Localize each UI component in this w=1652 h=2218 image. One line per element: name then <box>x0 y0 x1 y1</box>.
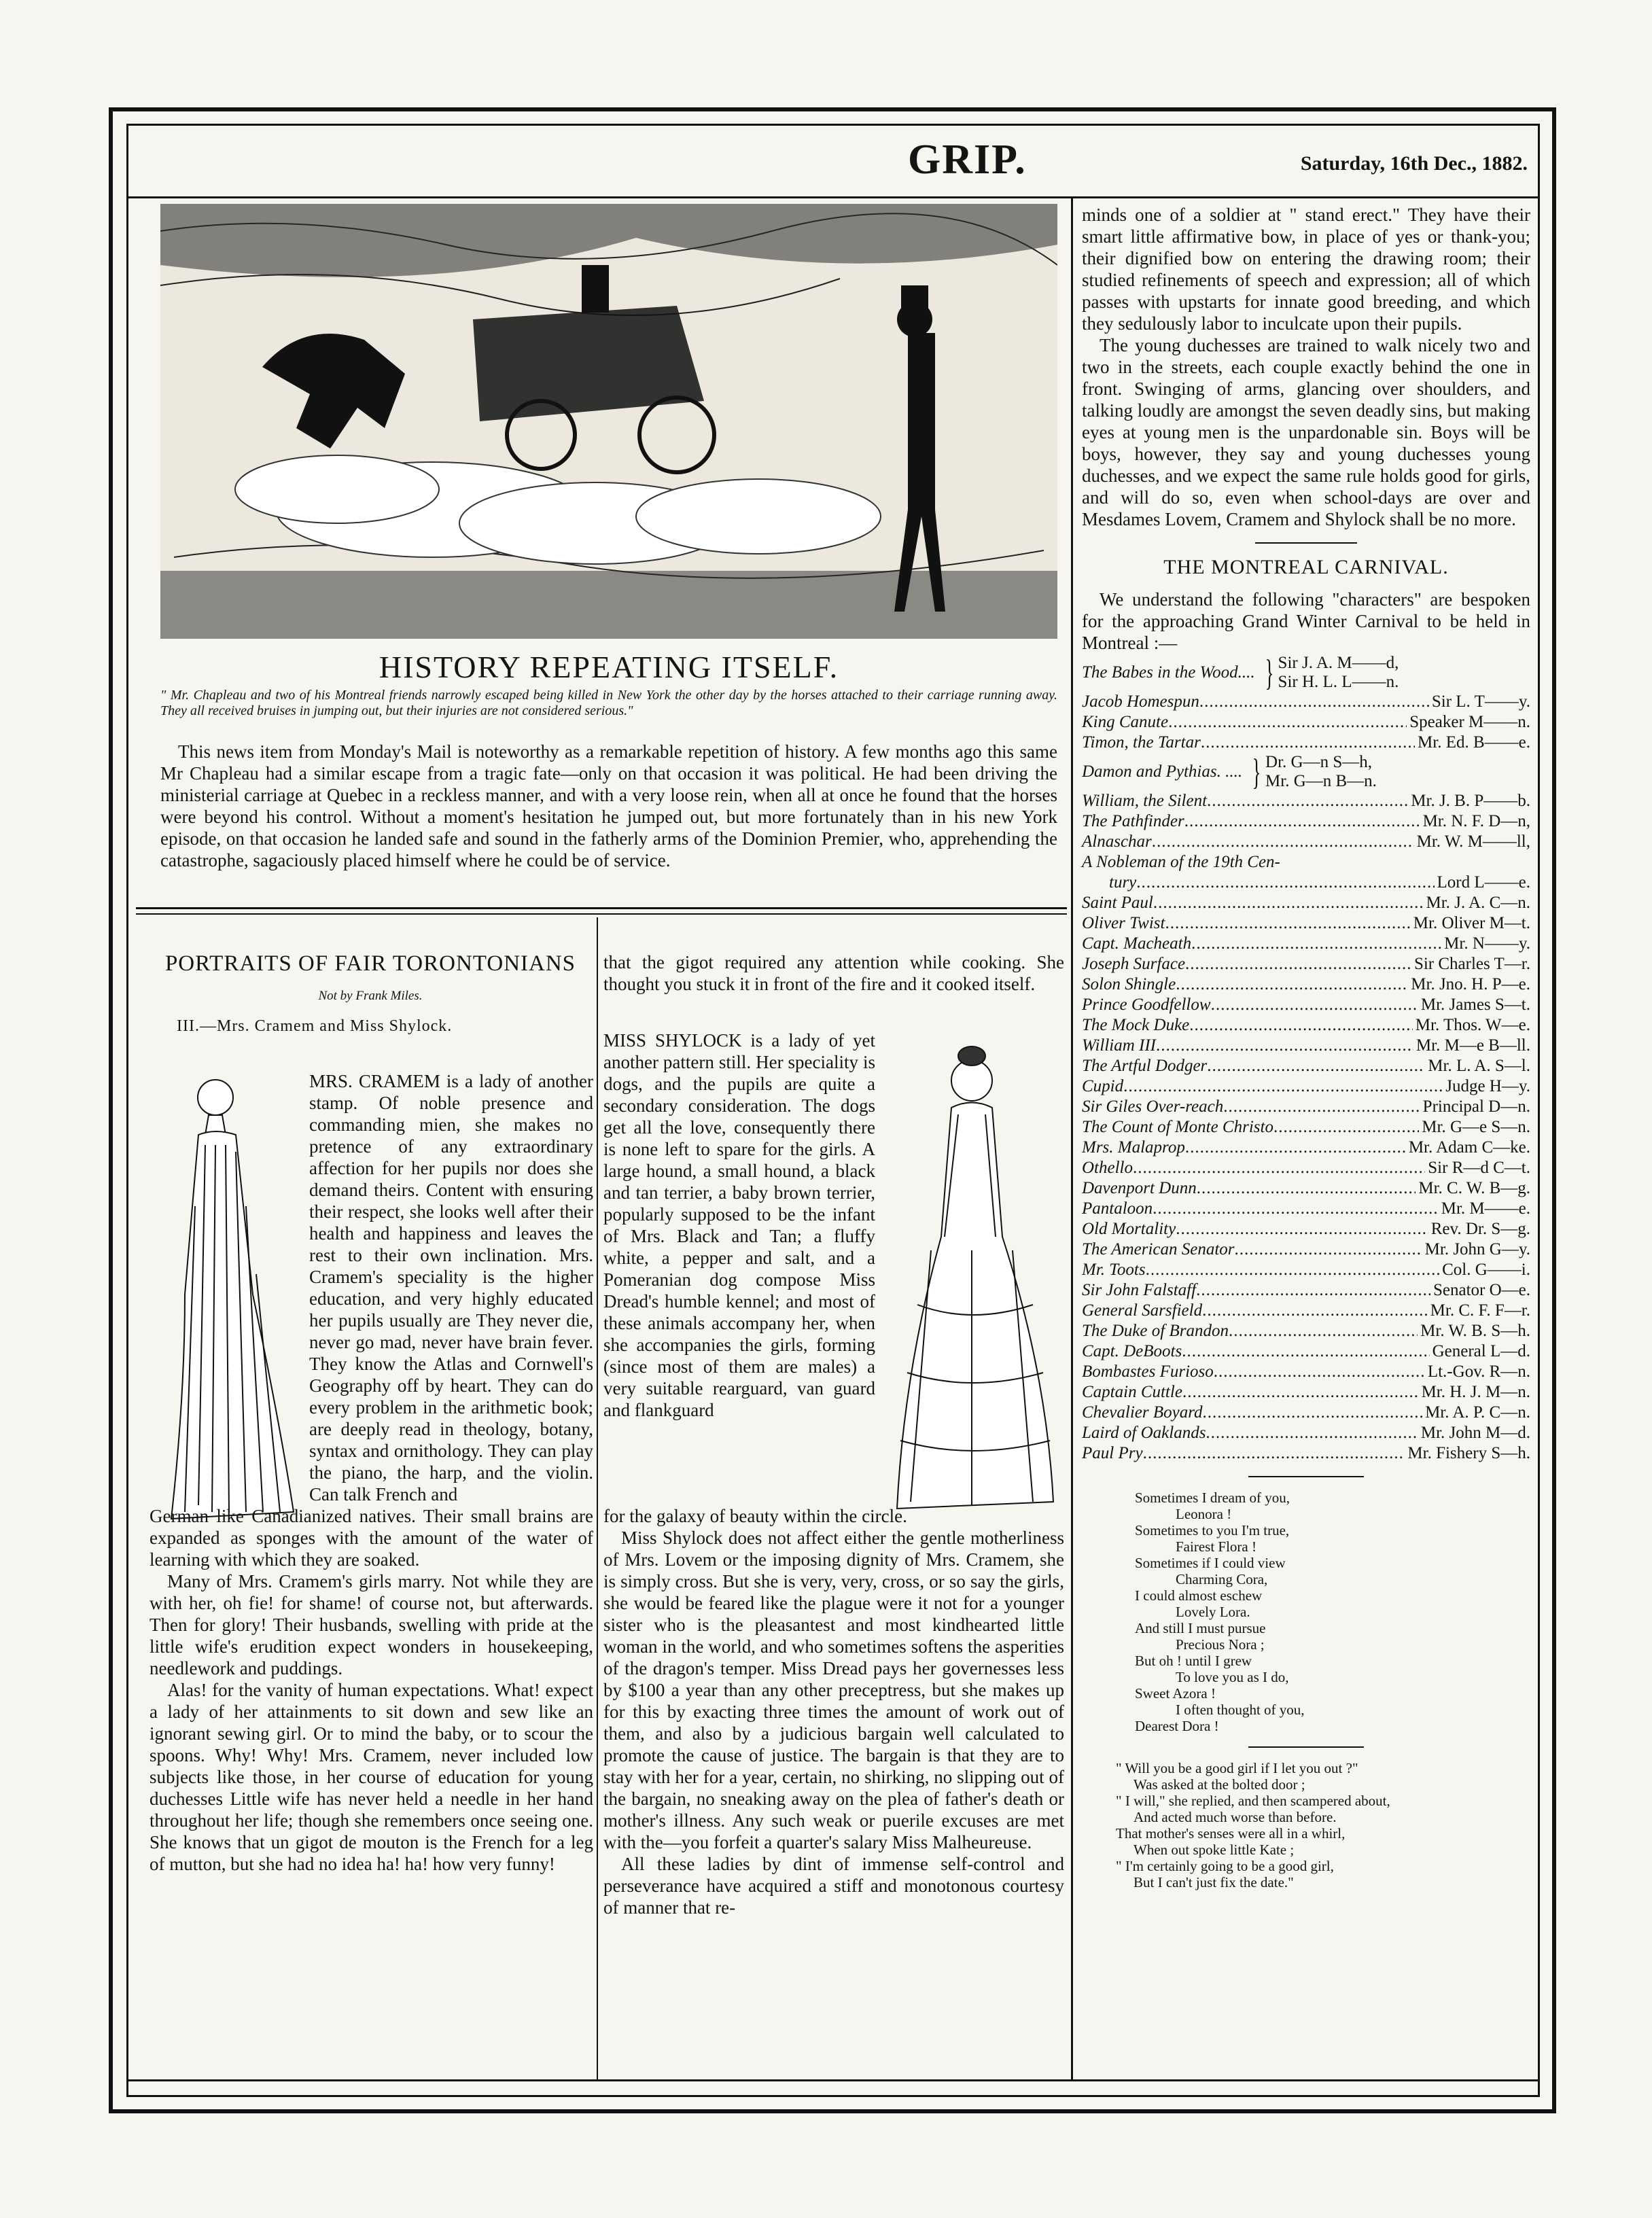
list-item <box>1082 1321 1530 1341</box>
actor-name: Mr. Thos. W—e. <box>1415 1016 1530 1034</box>
poem-line: When out spoke little Kate ; <box>1133 1842 1295 1858</box>
actor-name: Mr. J. A. C—n. <box>1426 894 1530 912</box>
role-name: Davenport Dunn <box>1082 1179 1197 1197</box>
actor-name: Senator O—e. <box>1433 1281 1530 1299</box>
leader-dots <box>1185 954 1411 974</box>
list-item <box>1082 934 1530 954</box>
cramem-paragraph: German like Canadianized natives. Their small brains are expanded as sponges with the amount of the water of learning with which they are soaked. <box>150 1506 593 1570</box>
actor-name: Mr. C. F. F—r. <box>1430 1301 1530 1320</box>
leader-dots <box>1202 1301 1428 1321</box>
illustration-quote: " Mr. Chapleau and two of his Montreal friends narrowly escaped being killed in New York the other day by the horses attached to their carriage running away. They all received bruises in jumping out, but their injuries are not considered serious." <box>160 688 1057 718</box>
brace: } <box>1265 652 1274 693</box>
role-name: Capt. Macheath <box>1082 934 1192 953</box>
list-item <box>1082 1301 1530 1321</box>
list-item <box>1082 1280 1530 1301</box>
actor-name: Mr. Fishery S—h. <box>1407 1444 1530 1462</box>
actor-name: Sir H. L. L——n. <box>1278 673 1399 691</box>
role-name: Oliver Twist <box>1082 914 1165 932</box>
role-name: Captain Cuttle <box>1082 1383 1182 1401</box>
list-item <box>1082 1158 1530 1178</box>
footer-rule <box>126 2079 1540 2081</box>
actor-name: Judge H—y. <box>1445 1077 1530 1095</box>
cramem-intro-block <box>309 1070 593 1505</box>
poem-line: " I'm certainly going to be a good girl, <box>1116 1858 1334 1874</box>
role-name: Chevalier Boyard <box>1082 1403 1203 1422</box>
role-name: William III <box>1082 1036 1157 1055</box>
brace: } <box>1252 752 1261 792</box>
column-rule-middle <box>597 917 598 2081</box>
cramem-intro: MRS. CRAMEM is a lady of another stamp. Of noble presence and commanding mien, she makes no pretence of any extraordinary affection for her pupils nor does she demand theirs. Content with ensuring their respect, she looks well after their health and happiness and leaves the rest to their own inclination. Mrs. Cramem's speciality is the higher education, and very highly educated her pupils usually are They never die, never go mad, never have brain fever. They know the Atlas and Cornwell's Geography off by heart. They can do every problem in the arithmetic book; are deeply read in theology, botany, syntax and ornithology. They can play the piano, the harp, and the violin. Can talk French and <box>309 1071 593 1504</box>
role-name: The Artful Dodger <box>1082 1057 1208 1075</box>
actor-name: Mr. L. A. S—l. <box>1428 1057 1530 1075</box>
actor-names <box>1278 654 1399 692</box>
role-name: William, the Silent <box>1082 792 1208 810</box>
list-item <box>1082 1382 1530 1403</box>
column-rule-right <box>1071 198 1073 2081</box>
portraits-header <box>150 951 591 1041</box>
actor-name: Sir Charles T—r. <box>1413 955 1530 973</box>
leader-dots <box>1133 1158 1425 1178</box>
role-name: Solon Shingle <box>1082 975 1176 993</box>
role-name: Sir John Falstaff <box>1082 1281 1197 1299</box>
actor-name: Mr. G—n B—n. <box>1265 772 1377 790</box>
leader-dots <box>1153 1199 1439 1219</box>
actor-name: Sir R—d C—t. <box>1428 1159 1530 1177</box>
poem-line: But oh ! until I grew <box>1135 1653 1252 1669</box>
list-item <box>1082 1260 1530 1280</box>
leader-dots <box>1223 1097 1420 1117</box>
list-group-b <box>1082 791 1530 852</box>
actor-name: Mr. A. P. C—n. <box>1425 1403 1530 1422</box>
actor-name: Col. G——i. <box>1442 1261 1530 1279</box>
role-name: Damon and Pythias. .... <box>1082 762 1243 781</box>
leader-dots <box>1273 1117 1419 1138</box>
list-item-nobleman <box>1082 873 1530 893</box>
leader-dots <box>1143 1443 1405 1464</box>
role-name: Pantaloon <box>1082 1199 1153 1218</box>
list-item <box>1082 1138 1530 1158</box>
role-name: Saint Paul <box>1082 894 1153 912</box>
leader-dots <box>1201 733 1415 753</box>
role-name: Mrs. Malaprop <box>1082 1138 1185 1157</box>
list-group-c <box>1082 893 1530 1464</box>
list-group-a <box>1082 692 1530 753</box>
news-paragraph <box>160 741 1057 871</box>
divider <box>1248 1476 1364 1477</box>
poem-line: Sometimes I dream of you, <box>1135 1490 1290 1506</box>
poem-line: Sometimes if I could view <box>1135 1555 1286 1571</box>
cramem-paragraph: Many of Mrs. Cramem's girls marry. Not while they are with her, oh fie! for shame! of course not, but afterwards. Then for glory! Their husbands, swelling with pride at the little wife's erudition expect wonders in housekeeping, needlework and puddings. <box>150 1571 593 1678</box>
leader-dots <box>1196 1280 1430 1301</box>
poem-line: And acted much worse than before. <box>1133 1809 1337 1825</box>
leader-dots <box>1176 974 1408 995</box>
poem-kate <box>1082 1760 1530 1890</box>
continuation-text <box>1082 204 1530 530</box>
actor-name: Mr. N. F. D—n, <box>1422 812 1530 830</box>
list-item <box>1082 1443 1530 1464</box>
actor-name: Mr. C. W. B—g. <box>1418 1179 1530 1197</box>
actor-name: Mr. Adam C—ke. <box>1408 1138 1530 1157</box>
list-item <box>1082 1015 1530 1036</box>
poem-line: Lovely Lora. <box>1176 1604 1250 1620</box>
leader-dots <box>1182 1341 1429 1362</box>
middle-column-top <box>603 951 1064 995</box>
masthead-date: Saturday, 16th Dec., 1882. <box>1300 152 1528 175</box>
leader-dots <box>1189 1015 1413 1036</box>
list-item <box>1082 1219 1530 1239</box>
carnival-character-list <box>1082 654 1530 1464</box>
news-text: This news item from Monday's Mail is noteworthy as a remarkable repetition of history. A few months ago this same Mr Chapleau had a similar escape from a tragic fate—only on that occasion it was political. He had been driving the ministerial carriage at Quebec in a reckless manner, and with a very loose rein, when all at once he found that the horses were beyond his control. Without a moment's hesitation he jumped out, but more fortunately than in his new York episode, on that occasion he landed safe and sound in the fatherly arms of the Dominion Premier, who, apprehending the catastrophe, sagaciously placed himself where he could be of service. <box>160 741 1057 870</box>
leader-dots <box>1235 1239 1422 1260</box>
leader-dots <box>1146 1260 1440 1280</box>
role-name: Mr. Toots <box>1082 1261 1146 1279</box>
poem-line: Was asked at the bolted door ; <box>1133 1776 1305 1793</box>
list-item-nobleman-line1 <box>1082 852 1530 873</box>
poem-line: That mother's senses were all in a whirl, <box>1116 1825 1346 1842</box>
carnival-title: THE MONTREAL CARNIVAL. <box>1163 556 1449 578</box>
actor-name: Sir L. T——y. <box>1431 692 1530 711</box>
leader-dots <box>1165 913 1410 934</box>
role-name: Capt. DeBoots <box>1082 1342 1182 1360</box>
mrs-cramem-illustration <box>151 1070 307 1539</box>
poem-line: And still I must pursue <box>1135 1620 1266 1636</box>
actor-name: Mr. Ed. B——e. <box>1418 733 1530 752</box>
role-name: tury <box>1109 873 1137 892</box>
role-name: Cupid <box>1082 1077 1124 1095</box>
list-item <box>1082 832 1530 852</box>
leader-dots <box>1136 873 1434 893</box>
leader-dots <box>1185 1138 1406 1158</box>
section-rule <box>136 907 1067 915</box>
poem-line: Sweet Azora ! <box>1135 1685 1216 1702</box>
role-name: Alnaschar <box>1082 832 1152 851</box>
poem-line: I often thought of you, <box>1176 1702 1305 1718</box>
shylock-paragraph: All these ladies by dint of immense self-control and perseverance have acquired a stiff and monotonous courtesy of manner that re- <box>603 1854 1064 1918</box>
role-name: Sir Giles Over-reach <box>1082 1097 1224 1116</box>
actor-name: Mr. W. M——ll, <box>1416 832 1530 851</box>
cramem-continued-block <box>150 1505 593 1875</box>
leader-dots <box>1176 1219 1428 1239</box>
role-name: King Canute <box>1082 713 1169 731</box>
list-item <box>1082 811 1530 832</box>
leader-dots <box>1168 712 1407 733</box>
role-name: The Count of Monte Christo <box>1082 1118 1273 1136</box>
list-item <box>1082 974 1530 995</box>
list-item <box>1082 1036 1530 1056</box>
actor-name: Mr. G—e S—n. <box>1422 1118 1530 1136</box>
actor-name: Mr. N——y. <box>1444 934 1530 953</box>
actor-name: Rev. Dr. S—g. <box>1430 1220 1530 1238</box>
list-item <box>1082 1341 1530 1362</box>
role-name: The Mock Duke <box>1082 1016 1190 1034</box>
carnival-intro-block <box>1082 588 1530 654</box>
shylock-intro: MISS SHYLOCK is a lady of yet another pattern still. Her speciality is dogs, and the pupils are quite a secondary consideration. The dogs get all the love, consequently there is none left to spare for the girls. A large hound, a small hound, a black and tan terrier, a baby brown terrier, popularly supposed to be the infant of Mrs. Black and Tan; a fluffy white, a pepper and salt, and a Pomeranian dog compose Miss Dread's humble kennel; and most of these animals accompany her, when she accompanies the girls, forming (since most of them are males) a very suitable rearguard, van guard and flankguard <box>603 1030 875 1420</box>
poem-line: Precious Nora ; <box>1176 1636 1265 1653</box>
role-name: Old Mortality <box>1082 1220 1176 1238</box>
role-name: Joseph Surface <box>1082 955 1186 973</box>
list-item <box>1082 995 1530 1015</box>
list-item <box>1082 913 1530 934</box>
leader-dots <box>1206 1423 1418 1443</box>
role-name: Othello <box>1082 1159 1133 1177</box>
list-item <box>1082 1056 1530 1076</box>
portraits-subtitle: III.—Mrs. Cramem and Miss Shylock. <box>177 1017 453 1035</box>
leader-dots <box>1207 1056 1425 1076</box>
portraits-title: PORTRAITS OF FAIR TORONTONIANS <box>164 951 576 976</box>
list-item <box>1082 1097 1530 1117</box>
masthead-title: GRIP. <box>908 137 1027 183</box>
actor-name: Mr. M—e B—ll. <box>1416 1036 1530 1055</box>
poem-line: Charming Cora, <box>1176 1571 1268 1587</box>
gigot-paragraph: that the gigot required any attention while cooking. She thought you stuck it in front of the fire and it cooked itself. <box>603 952 1064 994</box>
list-item <box>1082 1199 1530 1219</box>
poem-line: Sometimes to you I'm true, <box>1135 1522 1290 1538</box>
list-item <box>1082 893 1530 913</box>
role-name: The Babes in the Wood.... <box>1082 663 1255 682</box>
actor-name: Mr. John G—y. <box>1424 1240 1530 1258</box>
leader-dots <box>1211 995 1418 1015</box>
shylock-intro-block <box>603 1029 875 1421</box>
actor-name: Mr. Jno. H. P—e. <box>1411 975 1530 993</box>
illustration-title: HISTORY REPEATING ITSELF. <box>379 650 839 684</box>
leader-dots <box>1123 1076 1443 1097</box>
leader-dots <box>1153 893 1424 913</box>
list-item <box>1082 1117 1530 1138</box>
list-item <box>1082 692 1530 712</box>
continuation-paragraph: The young duchesses are trained to walk nicely two and two in the streets, each couple exactly behind the one in front. Swinging of arms, glancing over shoulders, and talking loudly are amongst the seven deadly sins, but making eyes at young men is the unpardonable sin. Boys will be boys, however, they say and young duchesses young duchesses, and we expect the same rule holds good for girls, and will do so, even when school-days are over and Mesdames Lovem, Cramem and Shylock shall be no more. <box>1082 335 1530 529</box>
cartoon-illustration <box>160 204 1057 639</box>
divider <box>1248 1746 1364 1748</box>
actor-name: Lt.-Gov. R—n. <box>1427 1362 1530 1381</box>
poem-line: Fairest Flora ! <box>1176 1538 1256 1555</box>
poem-line: But I can't just fix the date." <box>1133 1874 1294 1890</box>
masthead <box>126 124 1540 198</box>
leader-dots <box>1214 1362 1425 1382</box>
actor-name: Mr. James S—t. <box>1420 996 1530 1014</box>
list-item <box>1082 1403 1530 1423</box>
divider <box>1255 542 1357 544</box>
poem-line: " I will," she replied, and then scampered about, <box>1116 1793 1390 1809</box>
leader-dots <box>1197 1178 1416 1199</box>
list-item <box>1082 1076 1530 1097</box>
poem-line: Dearest Dora ! <box>1135 1718 1219 1734</box>
leader-dots <box>1207 791 1408 811</box>
list-item <box>1082 733 1530 753</box>
list-item <box>1082 712 1530 733</box>
poem-line: I could almost eschew <box>1135 1587 1263 1604</box>
actor-name: Dr. G—n S—h, <box>1265 753 1372 771</box>
shylock-paragraph: for the galaxy of beauty within the circle. <box>603 1506 907 1526</box>
list-item <box>1082 1423 1530 1443</box>
actor-name: Mr. J. B. P——b. <box>1411 792 1530 810</box>
list-item <box>1082 954 1530 974</box>
actor-name: Mr. M——e. <box>1441 1199 1530 1218</box>
role-name: General Sarsfield <box>1082 1301 1203 1320</box>
list-item-babes <box>1082 654 1530 692</box>
right-column <box>1082 204 1530 1890</box>
leader-dots <box>1152 832 1414 852</box>
leader-dots <box>1191 934 1441 954</box>
list-item <box>1082 1362 1530 1382</box>
leader-dots <box>1229 1321 1418 1341</box>
list-item-damon <box>1082 753 1530 791</box>
role-name: A Nobleman of the 19th Cen- <box>1082 853 1280 871</box>
portraits-byline: Not by Frank Miles. <box>318 989 423 1003</box>
role-name: Laird of Oaklands <box>1082 1424 1206 1442</box>
carnival-intro: We understand the following "characters" are bespoken for the approaching Grand Winter Carnival to be held in Montreal :— <box>1082 589 1530 653</box>
role-name: The Pathfinder <box>1082 812 1184 830</box>
role-name: Paul Pry <box>1082 1444 1143 1462</box>
shylock-continued-block <box>603 1505 1064 1918</box>
leader-dots <box>1203 1403 1423 1423</box>
role-name: The American Senator <box>1082 1240 1235 1258</box>
miss-shylock-illustration <box>877 1033 1067 1529</box>
poem-line: To love you as I do, <box>1176 1669 1289 1685</box>
actor-name: Speaker M——n. <box>1409 713 1530 731</box>
list-item <box>1082 1178 1530 1199</box>
poem-line: " Will you be a good girl if I let you out ?" <box>1116 1760 1358 1776</box>
leader-dots <box>1182 1382 1419 1403</box>
actor-name: Mr. John M—d. <box>1420 1424 1530 1442</box>
actor-name: Sir J. A. M——d, <box>1278 654 1399 672</box>
actor-name: Mr. Oliver M—t. <box>1413 914 1530 932</box>
role-name: Bombastes Furioso <box>1082 1362 1214 1381</box>
poem-line: Leonora ! <box>1176 1506 1232 1522</box>
actor-name: Principal D—n. <box>1422 1097 1530 1116</box>
leader-dots <box>1156 1036 1413 1056</box>
actor-name: General L—d. <box>1432 1342 1530 1360</box>
leader-dots <box>1184 811 1420 832</box>
actor-name: Mr. W. B. S—h. <box>1420 1322 1530 1340</box>
continuation-paragraph: minds one of a soldier at " stand erect." They have their smart little affirmative bow, in place of yes or thank-you; their dignified bow on entering the drawing room; their studied refinements of speech and expression; all of which passes with upstarts for innate good breeding, and which they sedulously labor to inculcate upon their pupils. <box>1082 205 1530 334</box>
role-name: Timon, the Tartar <box>1082 733 1201 752</box>
actor-name: Mr. H. J. M—n. <box>1421 1383 1530 1401</box>
actor-name: Lord L——e. <box>1437 873 1530 892</box>
shylock-paragraph: Miss Shylock does not affect either the gentle motherliness of Mrs. Lovem or the imposing dignity of Mrs. Cramem, she is simply cross. But she is very, very, cross, or so say the girls, she would be feared like the plague were it not for a younger sister who is the pleasantest and most kindhearted little woman in the world, and who sometimes softens the asperities of the dragon's temper. Miss Dread pays her governesses less by $100 a year than any other preceptress, but she makes up for this by exacting three times the amount of work out of them, and also by a judicious bargain well calculated to promote the cause of justice. The bargain is that they are to stay with her for a year, certain, no shirking, no slipping out of the bargain, no sneaking away on the plea of father's death or mother's illness. Any such weak or puerile excuses are met with the—you forfeit a quarter's salary Miss Malheureuse. <box>603 1528 1064 1852</box>
role-name: Prince Goodfellow <box>1082 996 1211 1014</box>
actor-names <box>1265 753 1377 791</box>
cramem-paragraph: Alas! for the vanity of human expectations. What! expect a lady of her attainments to sit down and sew like an ignorant sewing girl. Or to mind the baby, or to scour the spoons. Why! Why! Mrs. Cramem, never included low subjects like those, in her course of education for young duchesses Little wife has never held a needle in her hand throughout her life; though she remembers once seeing one. She knows that un gigot de mouton is the French for a leg of mutton, but she had no idea ha! ha! how very funny! <box>150 1680 593 1874</box>
list-item <box>1082 1239 1530 1260</box>
poem-dora <box>1082 1490 1530 1734</box>
leader-dots <box>1199 692 1429 712</box>
list-item <box>1082 791 1530 811</box>
role-name: Jacob Homespun <box>1082 692 1199 711</box>
role-name: The Duke of Brandon <box>1082 1322 1229 1340</box>
